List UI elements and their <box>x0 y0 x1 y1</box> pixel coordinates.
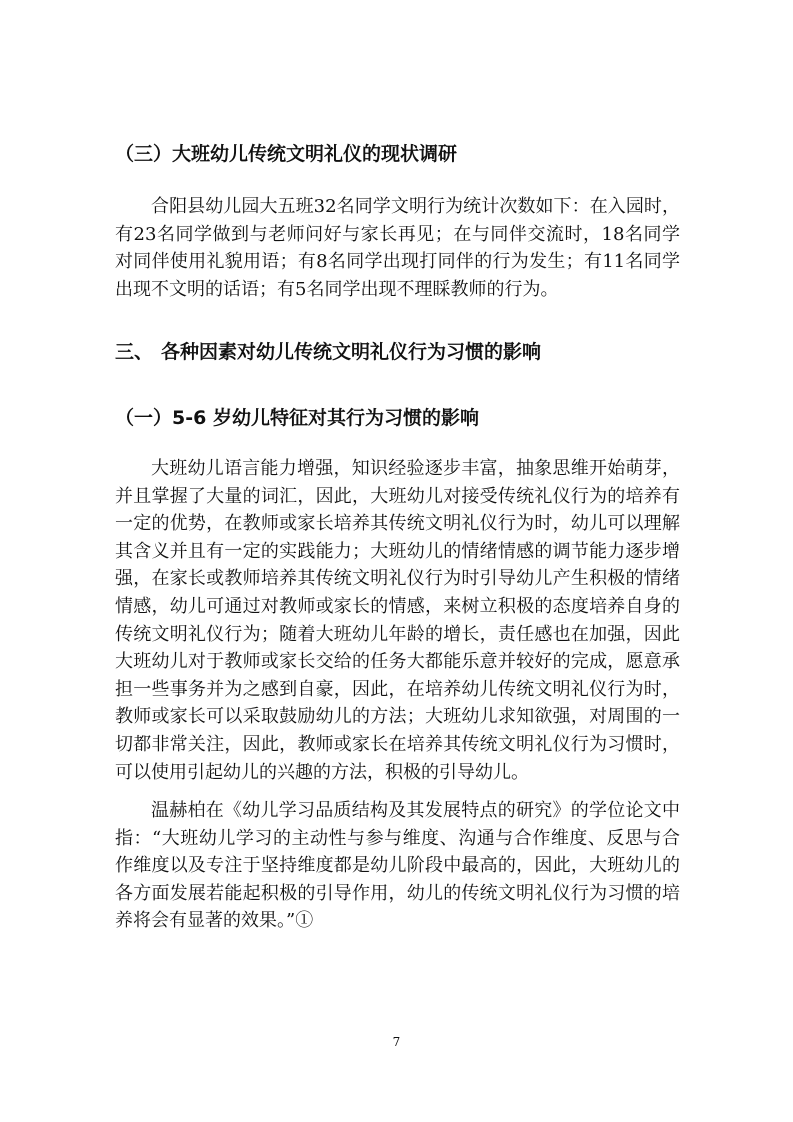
subsection-heading-child-characteristics: （一）5-6 岁幼儿特征对其行为习惯的影响 <box>115 407 479 429</box>
page-number: 7 <box>392 1035 401 1049</box>
characteristics-paragraph: 大班幼儿语言能力增强，知识经验逐步丰富，抽象思维开始萌芽，并且掌握了大量的词汇，因此，大班幼儿对接受传统礼仪行为的培养有一定的优势，在教师或家长培养其传统文明礼仪行为时，幼儿可以理解其含义并且有一定的实践能力；大班幼儿的情绪情感的调节能力逐步增强，在家长或教师培养其传统文明礼仪行为时引导幼儿产生积极的情绪情感，幼儿可通过对教师或家长的情感，来树立积极的态度培养自身的传统文明礼仪行为；随着大班幼儿年龄的增长，责任感也在加强，因此大班幼儿对于教师或家长交给的任务大都能乐意并较好的完成，愿意承担一些事务并为之感到自豪，因此，在培养幼儿传统文明礼仪行为时，教师或家长可以采取鼓励幼儿的方法；大班幼儿求知欲强，对周围的一切都非常关注，因此，教师或家长在培养其传统文明礼仪行为习惯时，可以使用引起幼儿的兴趣的方法，积极的引导幼儿。 <box>115 458 680 783</box>
chapter-number: 三、 <box>115 341 154 363</box>
citation-paragraph: 温赫柏在《幼儿学习品质结构及其发展特点的研究》的学位论文中指：“大班幼儿学习的主动性与参与维度、沟通与合作维度、反思与合作维度以及专注于坚持维度都是幼儿阶段中最高的，因此，大班幼儿的各方面发展若能起积极的引导作用，幼儿的传统文明礼仪行为习惯的培养将会有显著的效果。”① <box>115 800 680 932</box>
chapter-title: 各种因素对幼儿传统文明礼仪行为习惯的影响 <box>161 341 542 363</box>
survey-results-paragraph: 合阳县幼儿园大五班32名同学文明行为统计次数如下：在入园时，有23名同学做到与老师问好与家长再见；在与同伴交流时，18名同学对同伴使用礼貌用语；有8名同学出现打同伴的行为发生；有11名同学出现不文明的话语；有5名同学出现不理睬教师的行为。 <box>115 196 680 300</box>
chapter-heading-influencing-factors <box>115 339 541 365</box>
section-heading-current-status: （三）大班幼儿传统文明礼仪的现状调研 <box>115 143 458 165</box>
